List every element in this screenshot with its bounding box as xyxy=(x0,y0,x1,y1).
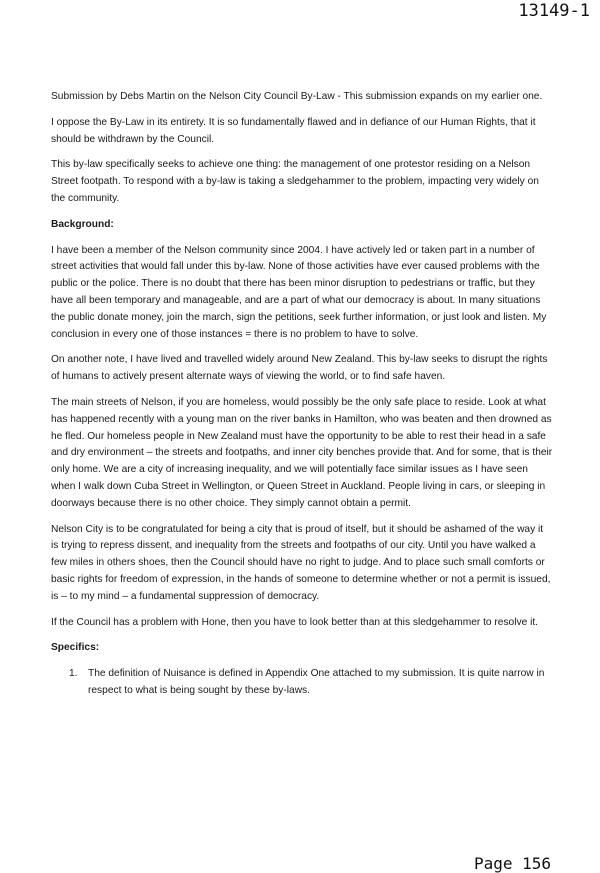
paragraph: Nelson City is to be congratulated for being a city that is proud of itself, but it should be ashamed of the way it is trying to repress dissent, and inequality from the streets and footpaths of our city. Until you have walked a few miles in others shoes, then the Council should have no right to judge. And to place such small comforts or basic rights for freedom of expression, in the hands of someone to determine whether or not a permit is issued, is – to my mind – a fundamental suppression of democracy. xyxy=(51,523,551,602)
submission-body xyxy=(51,89,553,700)
specifics-heading: Specifics: xyxy=(51,642,100,654)
list-item xyxy=(51,666,553,700)
paragraph: On another note, I have lived and travelled widely around New Zealand. This by-law seeks to disrupt the rights of humans to actively present alternate ways of viewing the world, or to find safe haven. xyxy=(51,354,548,383)
document-id: 13149-1 xyxy=(518,1,590,21)
page-number: Page 156 xyxy=(474,854,552,873)
background-heading: Background: xyxy=(51,218,114,230)
paragraph: The main streets of Nelson, if you are homeless, would possibly be the only safe place to reside. Look at what has happened recently with a young man on the river banks in Hamilton, who was beaten and then drowned as he fled. Our homeless people in New Zealand must have the opportunity to be able to rest their head in a safe and dry environment – the streets and footpaths, and inner city benches provide that. And for some, that is their only home. We are a city of increasing inequality, and we will potentially face similar issues as I have seen when I walk down Cuba Street in Wellington, or Queen Street in Auckland. People living in cars, or sleeping in doorways because there is no other choice. They simply cannot obtain a permit. xyxy=(51,396,553,509)
paragraph: If the Council has a problem with Hone, then you have to look better than at this sledgehammer to resolve it. xyxy=(51,616,539,628)
paragraph: I oppose the By-Law in its entirety. It is so fundamentally flawed and in defiance of our Human Rights, that it should be withdrawn by the Council. xyxy=(51,116,536,145)
list-item-number: 1. xyxy=(69,668,78,680)
list-item-text: The definition of Nuisance is defined in Appendix One attached to my submission. It is quite narrow in respect to what is being sought by these by-laws. xyxy=(88,668,545,696)
paragraph: This by-law specifically seeks to achieve one thing: the management of one protestor residing on a Nelson Street footpath. To respond with a by-law is taking a sledgehammer to the problem, impacting very widely on the community. xyxy=(51,159,539,204)
intro-paragraph: Submission by Debs Martin on the Nelson City Council By-Law - This submission expands on my earlier one. xyxy=(51,91,543,102)
paragraph: I have been a member of the Nelson community since 2004. I have actively led or taken part in a number of street activities that would fall under this by-law. None of those activities have ever caused problems with the public or the police. There is no doubt that there has been minor disruption to pedestrians or traffic, but they have all been temporary and manageable, and are a part of what our democracy is about. In many situations the public donate money, join the march, sign the petitions, seek further information, or just look and listen. My conclusion in every one of those instances = there is no problem to have to solve. xyxy=(51,244,547,340)
specifics-list xyxy=(51,666,553,700)
